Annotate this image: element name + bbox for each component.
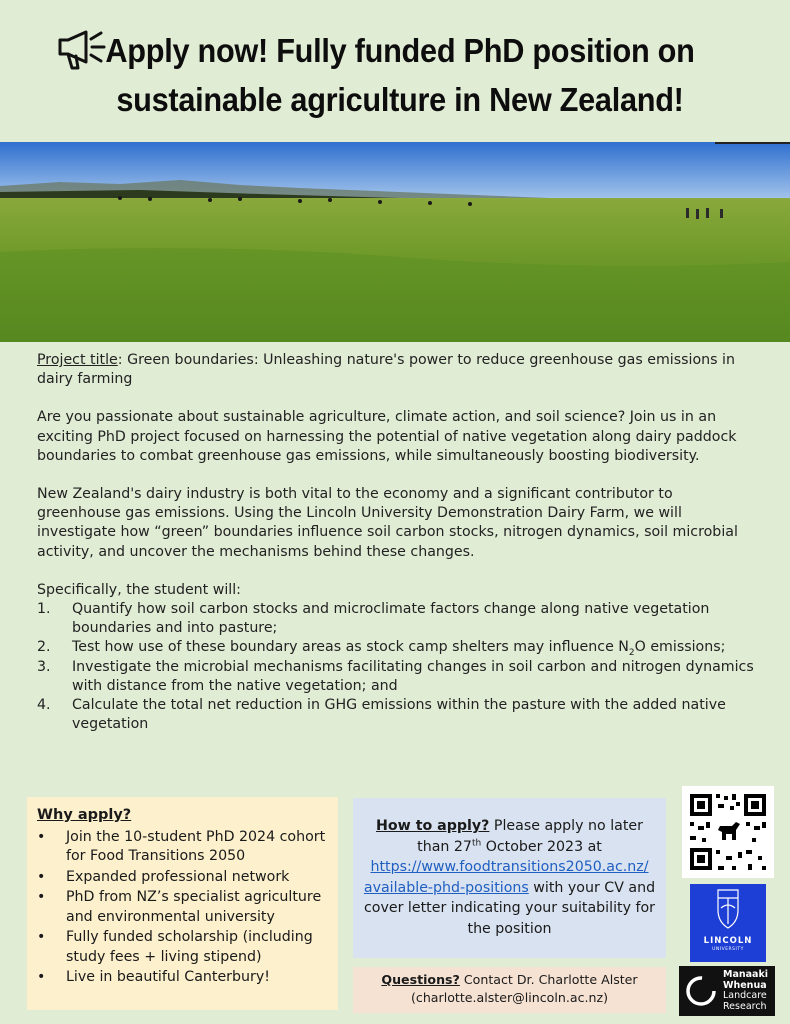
list-item: 3. Investigate the microbial mechanisms facilitating changes in soil carbon and nitrogen dynamics with distance from the native vegetation; and [37, 658, 754, 694]
crest-icon [690, 884, 766, 934]
project-title-text: : Green boundaries: Unleashing nature's power to reduce greenhouse gas emissions in dairy farming [37, 352, 735, 388]
why-apply-heading: Why apply? [37, 807, 132, 823]
list-item: • Expanded professional network [37, 868, 290, 885]
list-item: 1. Quantify how soil carbon stocks and microclimate factors change along native vegetation boundaries and into pasture; [37, 601, 710, 637]
project-title [37, 351, 757, 389]
apply-link[interactable]: https://www.foodtransitions2050.ac.nz/ available-phd-positions [363, 859, 649, 896]
intro-paragraph: Are you passionate about sustainable agriculture, climate action, and soil science? Join us in an exciting PhD project focused on harnessing the potential of native vegetation along dairy paddock boundaries to combat greenhouse gas emissions, while simultaneously boosting biodiversity. [37, 409, 737, 464]
page-title: Apply now! Fully funded PhD position on sustainable agriculture in New Zealand! [105, 32, 695, 118]
header [0, 0, 790, 142]
contact-email[interactable]: (charlotte.alster@lincoln.ac.nz) [410, 990, 609, 1005]
list-item: • PhD from NZ’s specialist agriculture and environmental university [37, 889, 322, 925]
tasks-intro: Specifically, the student will: [37, 581, 241, 598]
why-apply-list [37, 828, 328, 988]
manaaki-whenua-logo [679, 966, 775, 1016]
list-item: • Fully funded scholarship (including study fees + living stipend) [37, 929, 313, 965]
list-item: 4. Calculate the total net reduction in GHG emissions within the pasture with the added native vegetation [37, 697, 726, 733]
project-title-label: Project title [37, 352, 118, 368]
list-item: • Join the 10-student PhD 2024 cohort for Food Transitions 2050 [37, 828, 326, 864]
how-to-apply-heading: How to apply? [376, 818, 490, 834]
lincoln-university-logo [690, 884, 766, 962]
context-paragraph: New Zealand's dairy industry is both vital to the economy and a significant contributor to greenhouse gas emissions. Using the Lincoln University Demonstration Dairy Farm, we will investigate how “green” boundaries influence soil carbon stocks, nitrogen dynamics, soil microbial activity, and uncover the mechanisms behind these changes. [37, 486, 738, 560]
ring-icon [679, 966, 723, 1016]
list-item: • Live in beautiful Canterbury! [37, 969, 270, 985]
lincoln-sub: UNIVERSITY [712, 947, 744, 952]
pasture-photo [0, 142, 790, 342]
qr-code[interactable] [682, 786, 774, 878]
manaaki-text: Manaaki Whenua Landcare Research [723, 969, 769, 1012]
why-apply-box [27, 797, 338, 1010]
lincoln-name: LINCOLN [703, 936, 753, 946]
body-text [37, 351, 757, 734]
questions-box: Questions? Contact Dr. Charlotte Alster (charlotte.alster@lincoln.ac.nz) [353, 967, 666, 1013]
how-to-apply-box: How to apply? Please apply no later than 27th October 2023 at https://www.foodtransitions2050.ac.nz/ available-phd-positions with your CV and cover letter indicating your suitability for the position [353, 798, 666, 958]
task-list [37, 600, 757, 734]
questions-heading: Questions? [381, 972, 460, 987]
list-item: 2. Test how use of these boundary areas as stock camp shelters may influence $N_2O$ emissions; [37, 639, 726, 659]
